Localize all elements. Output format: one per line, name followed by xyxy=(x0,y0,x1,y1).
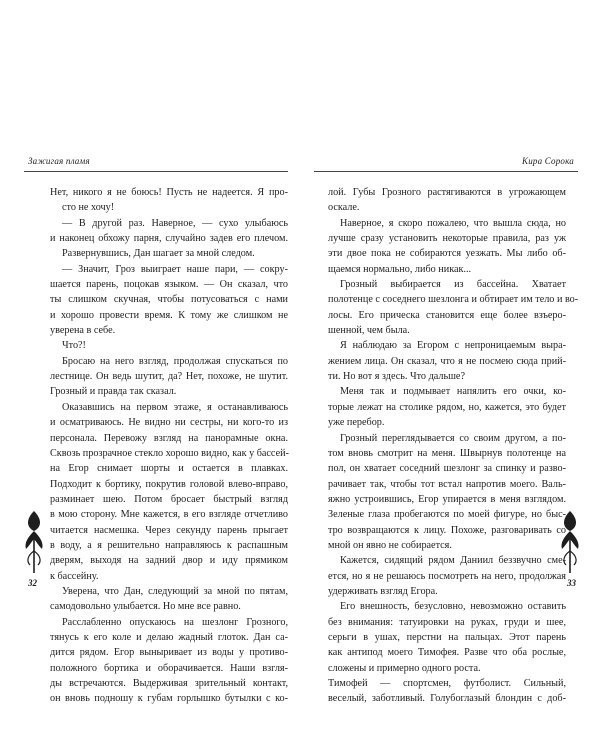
header-rule xyxy=(24,171,288,172)
text-line: разминает шею. Потом бросает быстрый взгляд xyxy=(50,493,288,505)
text-line: Грозный и правда так сказал. xyxy=(50,386,177,398)
text-line: шается парень, поцокав языком. — Он сказал, что xyxy=(50,279,288,291)
text-line: Его внешность, безусловно, невозможно оставить xyxy=(340,601,566,613)
text-line: ется, но я не решаюсь посмотреть на него, продолжая xyxy=(328,570,566,582)
text-line: ты слишком скучная, чтобы потусоваться с нами xyxy=(50,294,288,306)
text-line: удерживать взгляд Егора. xyxy=(328,585,438,597)
text-line: лучше сразу установить некоторые правила, раз уж xyxy=(328,233,566,245)
text-line: в мою сторону. Мне кажется, в его взгляде отчетливо xyxy=(50,509,288,521)
text-line: на Егор снимает шорты и остается в плавках. xyxy=(50,463,288,475)
text-line: и хорошо провести время. К тому же слишком не xyxy=(50,309,288,321)
text-line: сто не хочу! xyxy=(62,202,115,214)
text-line: Наверное, я скоро пожалею, что вышла сюда, но xyxy=(340,217,566,229)
text-line: лой. Губы Грозного растягиваются в угрожающем xyxy=(328,187,566,198)
text-line: он вновь подношу к губам горлышко бутылки с ко- xyxy=(50,693,288,705)
text-line: дверям, выходя на задний двор и иду прямиком xyxy=(50,555,288,567)
text-line: персонала. Перевожу взгляд на панорамные окна. xyxy=(50,432,288,444)
page-number: 32 xyxy=(28,578,37,588)
text-line: веселый, заботливый. Голубоглазый блондин с доб- xyxy=(328,693,566,705)
text-line: Уверена, что Дан, следующий за мной по пятам, xyxy=(62,585,288,597)
text-line: яжно устроившись, Егор упирается в меня взглядом. xyxy=(328,493,566,505)
text-line: Расслабленно опускаюсь на шезлонг Грозного, xyxy=(62,616,288,628)
text-line: и наконец обхожу парня, случайно задев его плечом. xyxy=(50,233,288,245)
text-line: положного бортика и оборачивается. Наши взгля- xyxy=(50,662,288,674)
text-line: пол, он хватает соседний шезлонг за спинку и разво- xyxy=(328,463,566,475)
page-number: 33 xyxy=(567,578,576,588)
text-line: лосы. Его прическа становится еще более взъеро- xyxy=(328,309,566,321)
text-line: Подходит к бортику, покрутив головой влево-вправо, xyxy=(50,478,288,490)
text-line: полотенце с соседнего шезлонга и обтирает им тело и во- xyxy=(328,294,579,306)
text-line: самодовольно улыбается. Но мне все равно. xyxy=(50,601,241,613)
text-line: уверена в себе. xyxy=(50,325,116,337)
header-rule xyxy=(314,171,578,172)
text-line: без внимания: татуировки на руках, груди и шее, xyxy=(328,616,566,628)
text-line: рачивает так, чтобы тот встал напротив моего. Валь- xyxy=(328,478,566,490)
text-line: Кажется, сидящий рядом Даниил беззвучно сме- xyxy=(340,555,566,567)
text-line: как антипод моего Тимофея. Разве что оба рослые, xyxy=(328,647,566,659)
text-line: Тимофей — спортсмен, футболист. Сильный, xyxy=(328,678,566,689)
text-line: ти. Но вот я здесь. Что дальше? xyxy=(328,371,465,383)
text-line: торые лежат на столике рядом, но, кажется, это будет xyxy=(328,401,566,413)
text-line: читается насмешка. Через секунду парень прыгает xyxy=(50,524,288,536)
text-line: — Значит, Гроз выиграет наше пари, — сокру- xyxy=(62,263,288,275)
text-line: Я наблюдаю за Егором с непроницаемым выра- xyxy=(340,340,566,352)
text-line: Развернувшись, Дан шагает за мной следом. xyxy=(62,248,255,260)
text-line: Сквозь прозрачное стекло хорошо видно, как у бассей- xyxy=(50,447,289,459)
text-line: к бассейну. xyxy=(50,570,99,582)
ornament-flourish-icon xyxy=(22,509,46,577)
text-line: оскале. xyxy=(328,202,360,214)
ornament-flourish-icon xyxy=(558,509,582,577)
text-line: Зеленые глаза пробегаются по моей фигуре, но быс- xyxy=(328,509,566,521)
text-line: и осматриваюсь. Не видно ни сестры, ни кого-то из xyxy=(50,417,288,429)
text-line: в воду, а я решительно направляюсь к распашным xyxy=(50,539,288,551)
text-line: сложены и примерно одного роста. xyxy=(328,662,481,674)
text-line: ды встречаются. Выдерживая зрительный контакт, xyxy=(50,678,288,689)
text-line: том вновь смотрит на меня. Швырнув полотенце на xyxy=(328,447,566,459)
text-line: мной он явно не собирается. xyxy=(328,539,452,551)
text-line: Нет, никого я не боюсь! Пусть не надеется. Я про- xyxy=(50,187,288,198)
text-line: тянусь к его коле и делаю жадный глоток. Дан са- xyxy=(50,631,288,643)
text-line: Что?! xyxy=(62,340,86,352)
text-line: Грозный переглядывается со своим другом, а по- xyxy=(340,432,566,444)
text-line: тро возвращаются к лицу. Похоже, разговаривать со xyxy=(328,524,566,536)
running-header: Зажигая пламя xyxy=(28,156,90,166)
text-line: серьги в ушах, перстни на пальцах. Этот парень xyxy=(328,631,566,643)
text-line: щаемся нормально, либо никак... xyxy=(328,263,472,275)
text-line: жением лица. Он сказал, что я не посмею сюда прий- xyxy=(328,355,566,367)
text-line: Бросаю на него взгляд, продолжая спускаться по xyxy=(62,355,288,367)
text-line: шенной, чем была. xyxy=(328,325,410,337)
text-line: эти двое пока не собираются уезжать. Мы либо об- xyxy=(328,248,566,260)
text-line: Оказавшись на первом этаже, я останавливаюсь xyxy=(62,401,288,413)
text-line: лестнице. Он ведь шутит, да? Нет, похоже, не шутит. xyxy=(50,371,288,383)
text-line: Грозный выбирается из бассейна. Хватает xyxy=(340,279,566,291)
text-line: — В другой раз. Наверное, — сухо улыбаюсь xyxy=(62,217,288,229)
text-line: Меня так и подмывает напялить его очки, ко- xyxy=(340,386,566,398)
text-line: уже перебор. xyxy=(328,417,385,429)
text-line: дится рядом. Егор выныривает из воды у противо- xyxy=(50,647,288,659)
body-text xyxy=(50,185,288,707)
running-header: Кира Сорока xyxy=(522,156,574,166)
right-page xyxy=(300,0,600,750)
